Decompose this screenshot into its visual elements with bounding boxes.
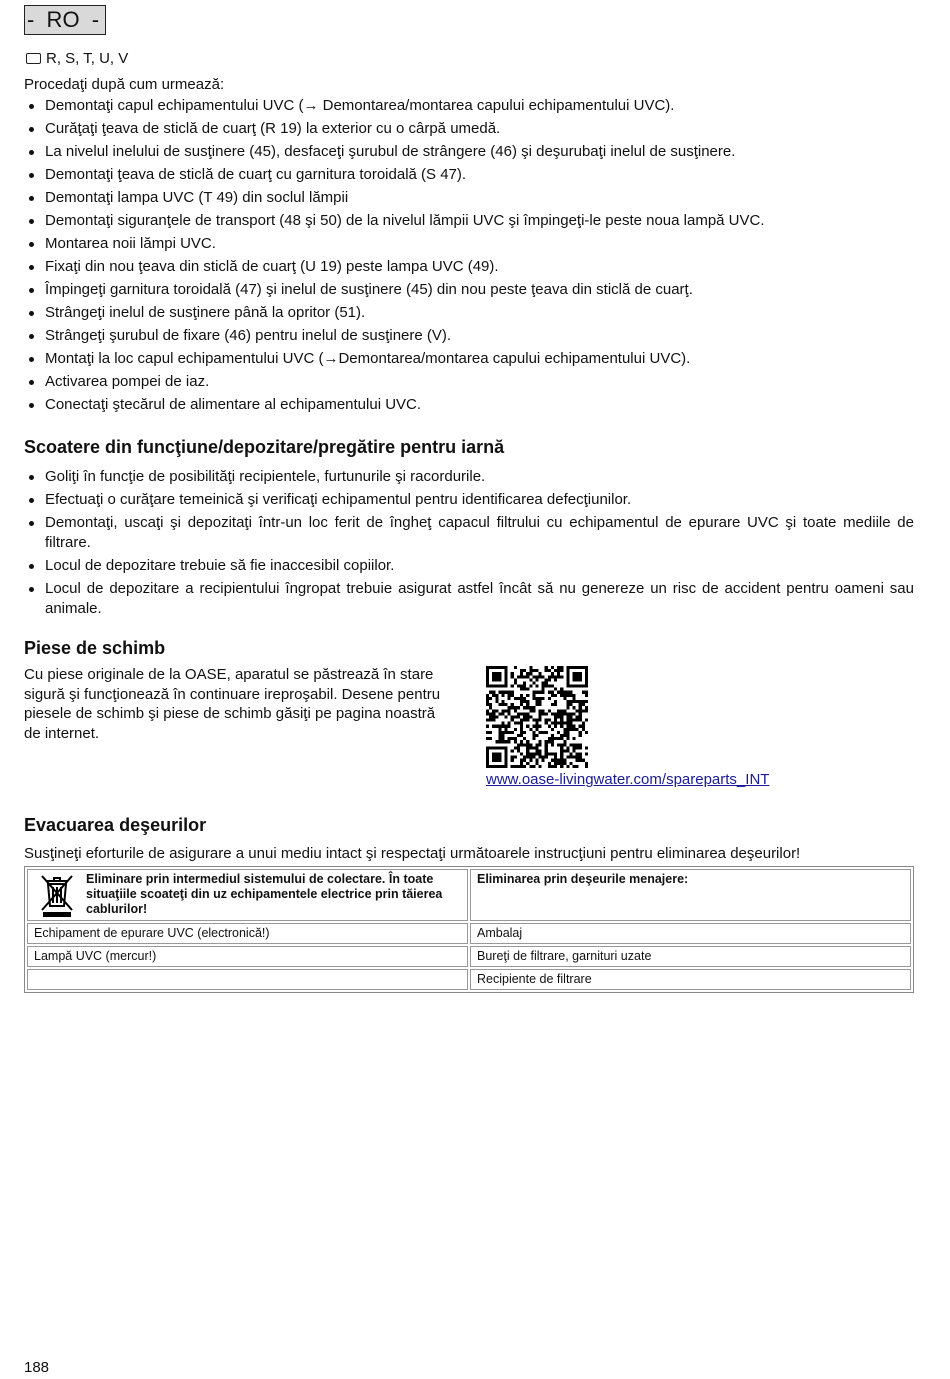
list-item: Demontaţi ţeava de sticlă de cuarţ cu garnitura toroidală (S 47).: [24, 165, 914, 185]
table-cell: [27, 969, 468, 990]
section-title-spare-parts: Piese de schimb: [24, 638, 166, 658]
table-cell: Bureţi de filtrare, garnituri uzate: [470, 946, 911, 967]
collection-header-cell: [27, 869, 468, 921]
table-cell: Recipiente de filtrare: [470, 969, 911, 990]
list-item: Fixaţi din nou ţeava din sticlă de cuarţ (U 19) peste lampa UVC (49).: [24, 257, 914, 277]
storage-list: [24, 467, 914, 622]
list-item: Goliţi în funcţie de posibilităţi recipientele, furtunurile şi racordurile.: [24, 467, 914, 487]
disposal-table: [24, 866, 914, 993]
list-item: Strângeţi inelul de susţinere până la opritor (51).: [24, 303, 914, 323]
table-cell: Echipament de epurare UVC (electronică!): [27, 923, 468, 944]
qr-code-icon: [486, 666, 588, 768]
section-title-storage: Scoatere din funcţiune/depozitare/pregătire pentru iarnă: [24, 437, 505, 457]
list-item: Împingeţi garnitura toroidală (47) şi inelul de susţinere (45) din nou peste ţeava din sticlă de cuarţ.: [24, 280, 914, 300]
figure-reference: [26, 50, 128, 67]
section-title-disposal: Evacuarea deşeurilor: [24, 815, 207, 835]
figure-box-icon: [26, 53, 41, 64]
list-item: Curăţaţi ţeava de sticlă de cuarţ (R 19) la exterior cu o cârpă umedă.: [24, 119, 914, 139]
procedure-steps: [24, 96, 914, 418]
list-item: Conectaţi ştecărul de alimentare al echipamentului UVC.: [24, 395, 914, 415]
table-cell: Lampă UVC (mercur!): [27, 946, 468, 967]
table-cell: Ambalaj: [470, 923, 911, 944]
procedure-intro: Procedaţi după cum urmează:: [24, 76, 225, 93]
list-item: Montarea noii lămpi UVC.: [24, 234, 914, 254]
page-number: 188: [24, 1359, 50, 1376]
list-item: Activarea pompei de iaz.: [24, 372, 914, 392]
spare-parts-text: Cu piese originale de la OASE, aparatul se păstrează în stare sigură şi funcţionează în continuare ireproşabil. Desene pentru piesele de schimb şi piese de schimb găsiţi pe pagina noastră de internet.: [24, 666, 441, 742]
spare-parts-link[interactable]: www.oase-livingwater.com/spareparts_INT: [486, 771, 770, 788]
table-row: [27, 923, 911, 944]
household-header: Eliminarea prin deşeurile menajere:: [470, 869, 911, 921]
list-item: La nivelul inelului de susţinere (45), desfaceţi şurubul de strângere (46) şi deşurubaţi inelul de susţinere.: [24, 142, 914, 162]
disposal-intro: Susţineţi eforturile de asigurare a unui mediu intact şi respectaţi următoarele instrucţiuni pentru eliminarea deşeurilor!: [24, 845, 801, 862]
table-row: [27, 946, 911, 967]
crossed-bin-icon: [34, 872, 80, 918]
list-item: Locul de depozitare trebuie să fie inaccesibil copiilor.: [24, 556, 914, 576]
collection-header: Eliminare prin intermediul sistemului de colectare. În toate situaţiile scoateţi din uz echipamentele electrice prin tăierea cablurilor!: [86, 872, 443, 916]
list-item: Demontaţi capul echipamentului UVC (→ Demontarea/montarea capului echipamentului UVC).: [24, 96, 914, 116]
list-item: Efectuaţi o curăţare temeinică şi verificaţi echipamentul pentru identificarea defecţiunilor.: [24, 490, 914, 510]
language-tab: - RO -: [24, 5, 106, 35]
table-header-row: [27, 869, 911, 921]
list-item: Demontaţi lampa UVC (T 49) din soclul lămpii: [24, 188, 914, 208]
list-item: Demontaţi, uscaţi şi depozitaţi într-un loc ferit de îngheţ capacul filtrului cu echipamentul de epurare UVC şi toate mediile de filtrare.: [24, 513, 914, 553]
figure-reference-label: R, S, T, U, V: [46, 50, 129, 67]
list-item: Locul de depozitare a recipientului îngropat trebuie asigurat astfel încât să nu genereze un risc de accident pentru oameni sau animale.: [24, 579, 914, 619]
list-item: Demontaţi siguranţele de transport (48 şi 50) de la nivelul lămpii UVC şi împingeţi-le peste noua lampă UVC.: [24, 211, 914, 231]
table-row: [27, 969, 911, 990]
list-item: Strângeţi şurubul de fixare (46) pentru inelul de susţinere (V).: [24, 326, 914, 346]
list-item: Montaţi la loc capul echipamentului UVC (→Demontarea/montarea capului echipamentului UVC).: [24, 349, 914, 369]
